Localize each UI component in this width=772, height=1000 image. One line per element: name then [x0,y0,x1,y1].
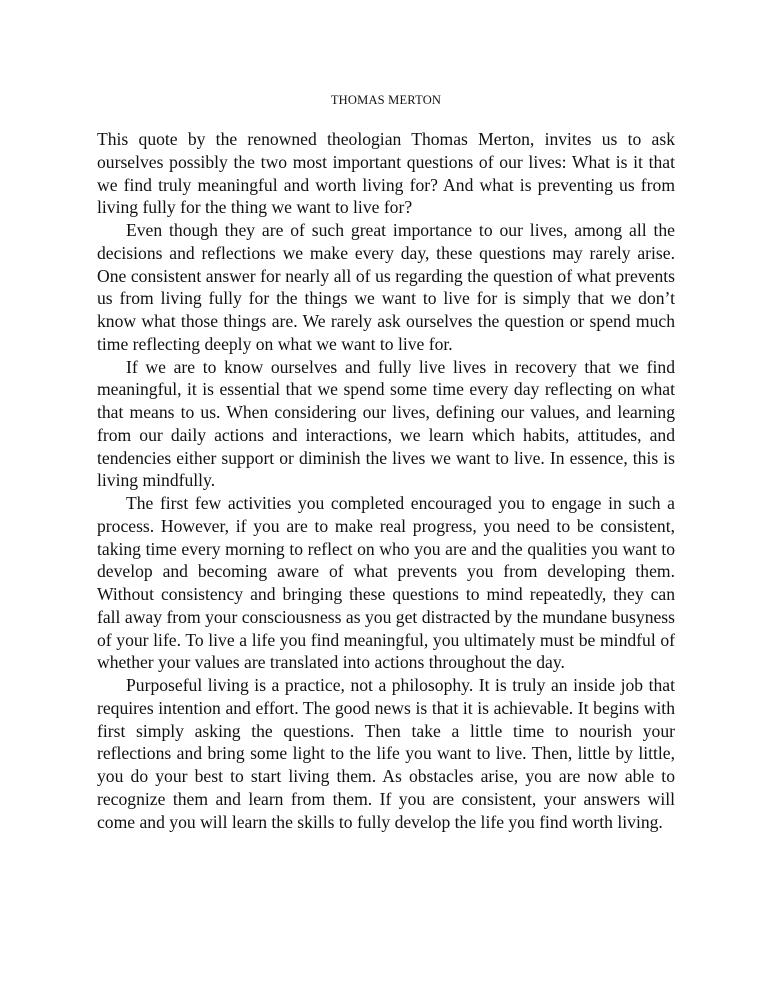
paragraph-4: The first few activities you completed encouraged you to engage in such a process. However, if you are to make real progress, you need to be consistent, taking time every morning to reflect on who you are and the qualities you want to develop and becoming aware of what prevents you from developing them. Without consistency and bringing these questions to mind repeatedly, they can fall away from your consciousness as you get distracted by the mundane busyness of your life. To live a life you find meaningful, you ultimately must be mindful of whether your values are translated into actions throughout the day. [97,493,675,673]
paragraph-1: This quote by the renowned theologian Thomas Merton, invites us to ask ourselves possibly the two most important questions of our lives: What is it that we find truly meaningful and worth living for? And what is preventing us from living fully for the thing we want to live for? [97,129,675,218]
paragraph-3: If we are to know ourselves and fully live lives in recovery that we find meaningful, it is essential that we spend some time every day reflecting on what that means to us. When considering our lives, defining our values, and learning from our daily actions and interactions, we learn which habits, attitudes, and tendencies either support or diminish the lives we want to live. In essence, this is living mindfully. [97,356,675,491]
paragraph-5: Purposeful living is a practice, not a philosophy. It is truly an inside job that requires intention and effort. The good news is that it is achievable. It begins with first simply asking the questions. Then take a little time to nourish your reflections and bring some light to the life you want to live. Then, little by little, you do your best to start living them. As obstacles arise, you are now able to recognize them and learn from them. If you are consistent, your answers will come and you will learn the skills to fully develop the life you find worth living. [97,675,675,832]
running-head: THOMAS MERTON [330,93,442,107]
paragraph-2: Even though they are of such great importance to our lives, among all the decisions and reflections we make every day, these questions may rarely arise. One consistent answer for nearly all of us regarding the question of what prevents us from living fully for the things we want to live for is simply that we don’t know what those things are. We rarely ask ourselves the question or spend much time reflecting deeply on what we want to live for. [97,220,675,354]
body-text [97,128,675,833]
